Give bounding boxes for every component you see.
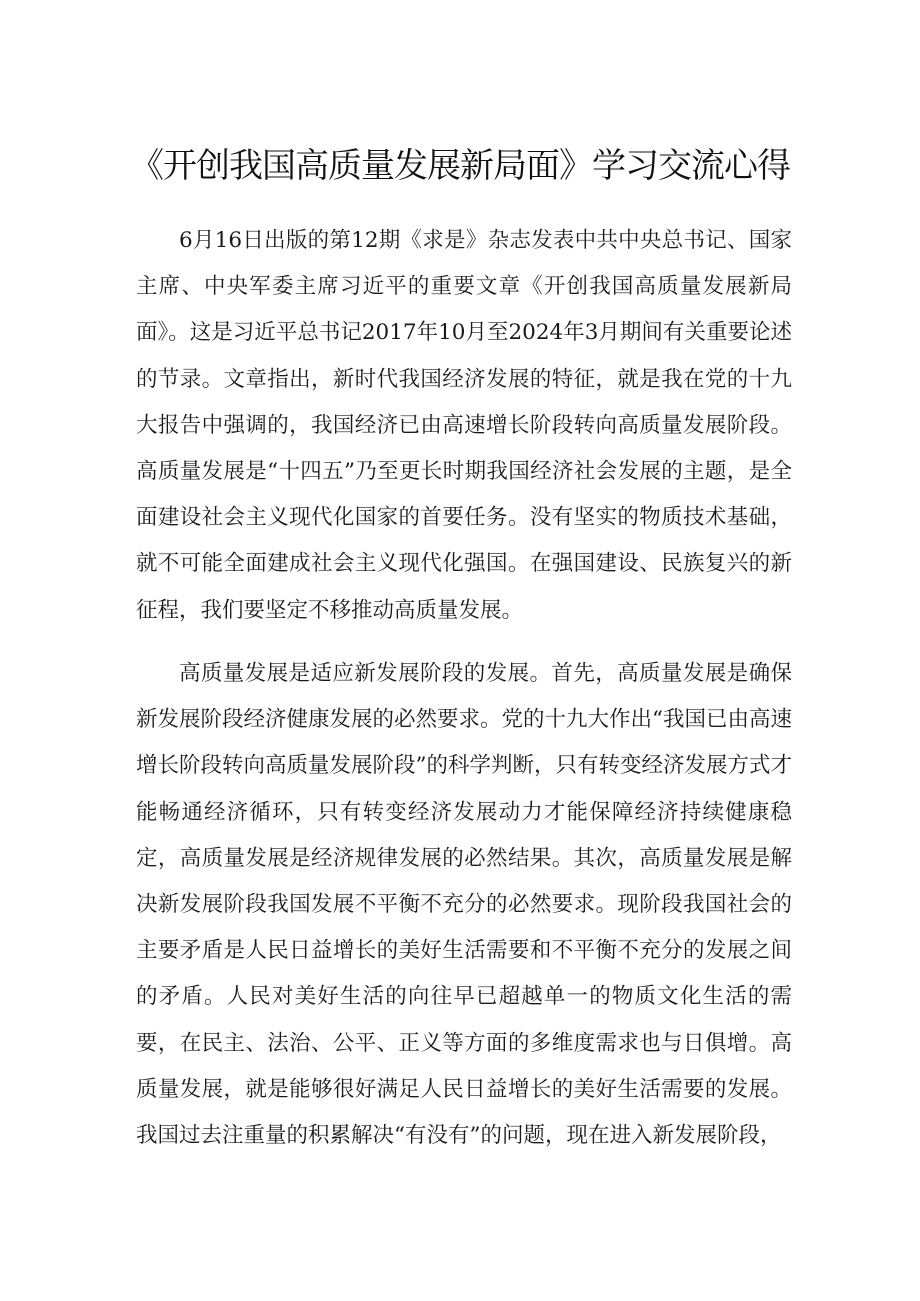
paragraph-1: 6月16日出版的第12期《求是》杂志发表中共中央总书记、国家主席、中央军委主席习近平的重要文章《开创我国高质量发展新局面》。这是习近平总书记2017年10月至2024年3月期间有关重要论述的节录。文章指出，新时代我国经济发展的特征，就是我在党的十九大报告中强调的，我国经济已由高速增长阶段转向高质量发展阶段。高质量发展是“十四五”乃至更长时期我国经济社会发展的主题，是全面建设社会主义现代化国家的首要任务。没有坚实的物质技术基础，就不可能全面建成社会主义现代化强国。在强国建设、民族复兴的新征程，我们要坚定不移推动高质量发展。	[136, 228, 792, 623]
paragraph-2: 高质量发展是适应新发展阶段的发展。首先，高质量发展是确保新发展阶段经济健康发展的必然要求。党的十九大作出“我国已由高速增长阶段转向高质量发展阶段”的科学判断，只有转变经济发展方式才能畅通经济循环，只有转变经济发展动力才能保障经济持续健康稳定，高质量发展是经济规律发展的必然结果。其次，高质量发展是解决新发展阶段我国发展不平衡不充分的必然要求。现阶段我国社会的主要矛盾是人民日益增长的美好生活需要和不平衡不充分的发展之间的矛盾。人民对美好生活的向往早已超越单一的物质文化生活的需要，在民主、法治、公平、正义等方面的多维度需求也与日俱增。高质量发展，就是能够很好满足人民日益增长的美好生活需要的发展。我国过去注重量的积累解决“有没有”的问题，现在进入新发展阶段，	[136, 661, 792, 1149]
document-title: 《开创我国高质量发展新局面》学习交流心得	[130, 146, 790, 186]
